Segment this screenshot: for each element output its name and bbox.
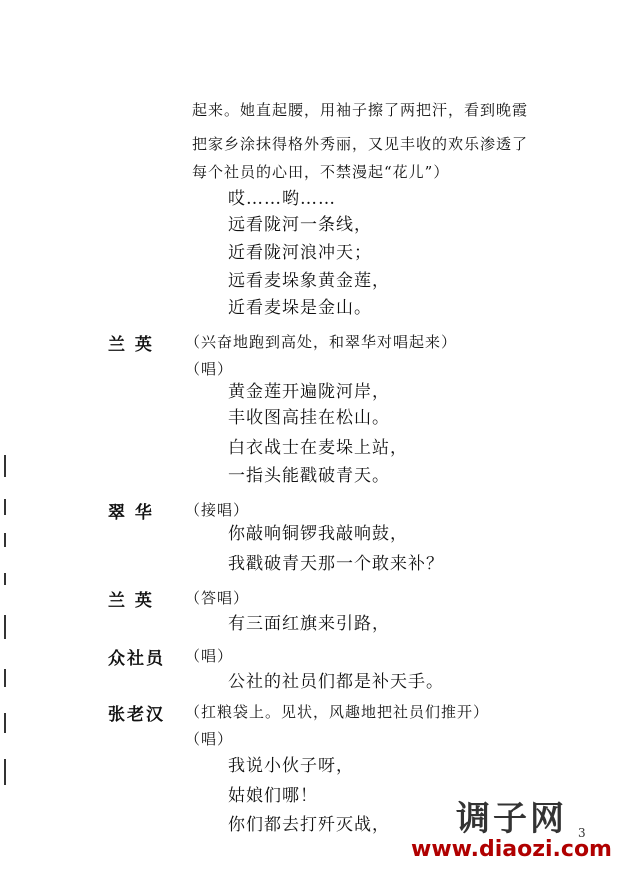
stage-direction: （接唱） [185, 501, 250, 519]
stage-direction: （唱） [185, 647, 234, 665]
stage-direction: （唱） [185, 360, 234, 378]
verse-line: 一指头能戳破青天。 [228, 466, 390, 486]
stage-direction-line: 每个社员的心田，不禁漫起“花儿”） [192, 163, 450, 181]
verse-line: 远看陇河一条线， [228, 215, 372, 235]
speaker-name: 兰 英 [108, 591, 154, 611]
site-watermark [411, 801, 612, 863]
stage-direction: （扛粮袋上。见状，风趣地把社员们推开） [185, 703, 490, 721]
speaker-name: 兰 英 [108, 335, 154, 355]
verse-line: 我戳破青天那一个敢来补？ [228, 554, 444, 574]
verse-line: 你敲响铜锣我敲响鼓， [228, 524, 408, 544]
watermark-url: www.diaozi.com [411, 837, 612, 862]
speaker-name: 翠 华 [108, 503, 154, 523]
scan-margin-marks [0, 455, 10, 785]
stage-direction: （答唱） [185, 589, 250, 607]
verse-line: 近看麦垛是金山。 [228, 298, 372, 318]
speaker-name: 张老汉 [108, 705, 165, 725]
verse-line: 有三面红旗来引路， [228, 614, 390, 634]
verse-line: 黄金莲开遍陇河岸， [228, 382, 390, 402]
verse-line: 近看陇河浪冲天； [228, 243, 372, 263]
stage-direction: （兴奋地跑到高处，和翠华对唱起来） [185, 333, 458, 351]
verse-line: 白衣战士在麦垛上站， [228, 438, 408, 458]
verse-line: 公社的社员们都是补天手。 [228, 672, 444, 692]
verse-line: 你们都去打歼灭战， [228, 815, 390, 835]
verse-line: 丰收图高挂在松山。 [228, 408, 390, 428]
verse-line: 姑娘们哪！ [228, 786, 318, 806]
verse-line: 远看麦垛象黄金莲， [228, 271, 390, 291]
page-number: 3 [578, 826, 586, 840]
verse-line: 哎……哟…… [228, 189, 336, 209]
stage-direction-line: 起来。她直起腰，用袖子擦了两把汗，看到晚霞 [192, 101, 529, 119]
stage-direction-line: 把家乡涂抹得格外秀丽，又见丰收的欢乐渗透了 [192, 135, 529, 153]
stage-direction: （唱） [185, 730, 234, 748]
watermark-site-name: 调子网 [456, 799, 568, 839]
speaker-name: 众社员 [108, 649, 165, 669]
verse-line: 我说小伙子呀， [228, 756, 354, 776]
